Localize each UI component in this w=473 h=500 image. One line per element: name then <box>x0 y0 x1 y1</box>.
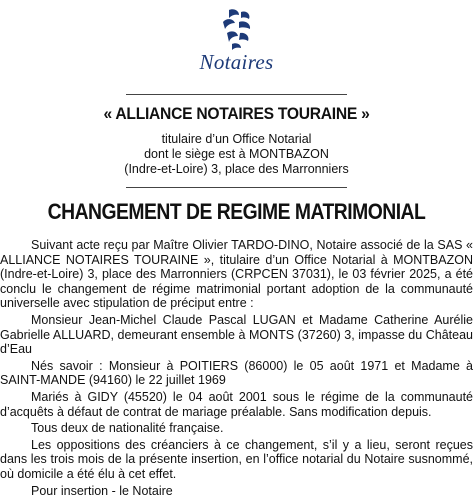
notaires-emblem-icon <box>217 6 257 52</box>
notice-body <box>0 238 473 500</box>
middle-divider <box>126 187 347 188</box>
paragraph-act: Suivant acte reçu par Maître Olivier TARDO-DINO, Notaire associé de la SAS « ALLIANCE NOTAIRES TOURAINE », titulaire d’un Office Notarial à MONTBAZON (Indre-et-Loire) 3, place des Marronniers (CRPCEN 37031), le 03 février 2025, a été conclu le changement de régime matrimonial portant adoption de la communauté universelle avec stipulation de préciput entre : <box>0 238 473 311</box>
firm-line-3: (Indre-et-Loire) 3, place des Marronniers <box>124 162 349 176</box>
firm-name: « ALLIANCE NOTAIRES TOURAINE » <box>103 104 370 123</box>
paragraph-signature: Pour insertion - le Notaire <box>31 483 173 498</box>
firm-line-1: titulaire d’un Office Notarial <box>161 132 312 146</box>
paragraph-nationality: Tous deux de nationalité française. <box>31 421 224 436</box>
paragraph-births: Nés savoir : Monsieur à POITIERS (86000) le 05 août 1971 et Madame à SAINT-MANDE (94160) le 22 juillet 1969 <box>0 358 473 388</box>
paragraph-spouses: Monsieur Jean-Michel Claude Pascal LUGAN et Madame Catherine Aurélie Gabrielle ALLUARD, demeurant ensemble à MONTS (37260) 3, impasse du Château d’Eau <box>0 312 473 357</box>
paragraph-oppositions: Les oppositions des créanciers à ce changement, s’il y a lieu, seront reçues dans les trois mois de la présente insertion, en l’office notarial du Notaire susnommé, où domicile a été élu à cet effet. <box>0 437 473 481</box>
notice-title: CHANGEMENT DE REGIME MATRIMONIAL <box>47 199 426 224</box>
logo-wordmark: Notaires <box>199 50 274 74</box>
paragraph-marriage: Mariés à GIDY (45520) le 04 août 2001 sous le régime de la communauté d’acquêts à défaut de contrat de mariage préalable. Sans modification depuis. <box>0 389 473 419</box>
notaires-logo <box>0 6 473 75</box>
firm-line-2: dont le siège est à MONTBAZON <box>144 147 329 161</box>
top-divider <box>126 94 347 95</box>
